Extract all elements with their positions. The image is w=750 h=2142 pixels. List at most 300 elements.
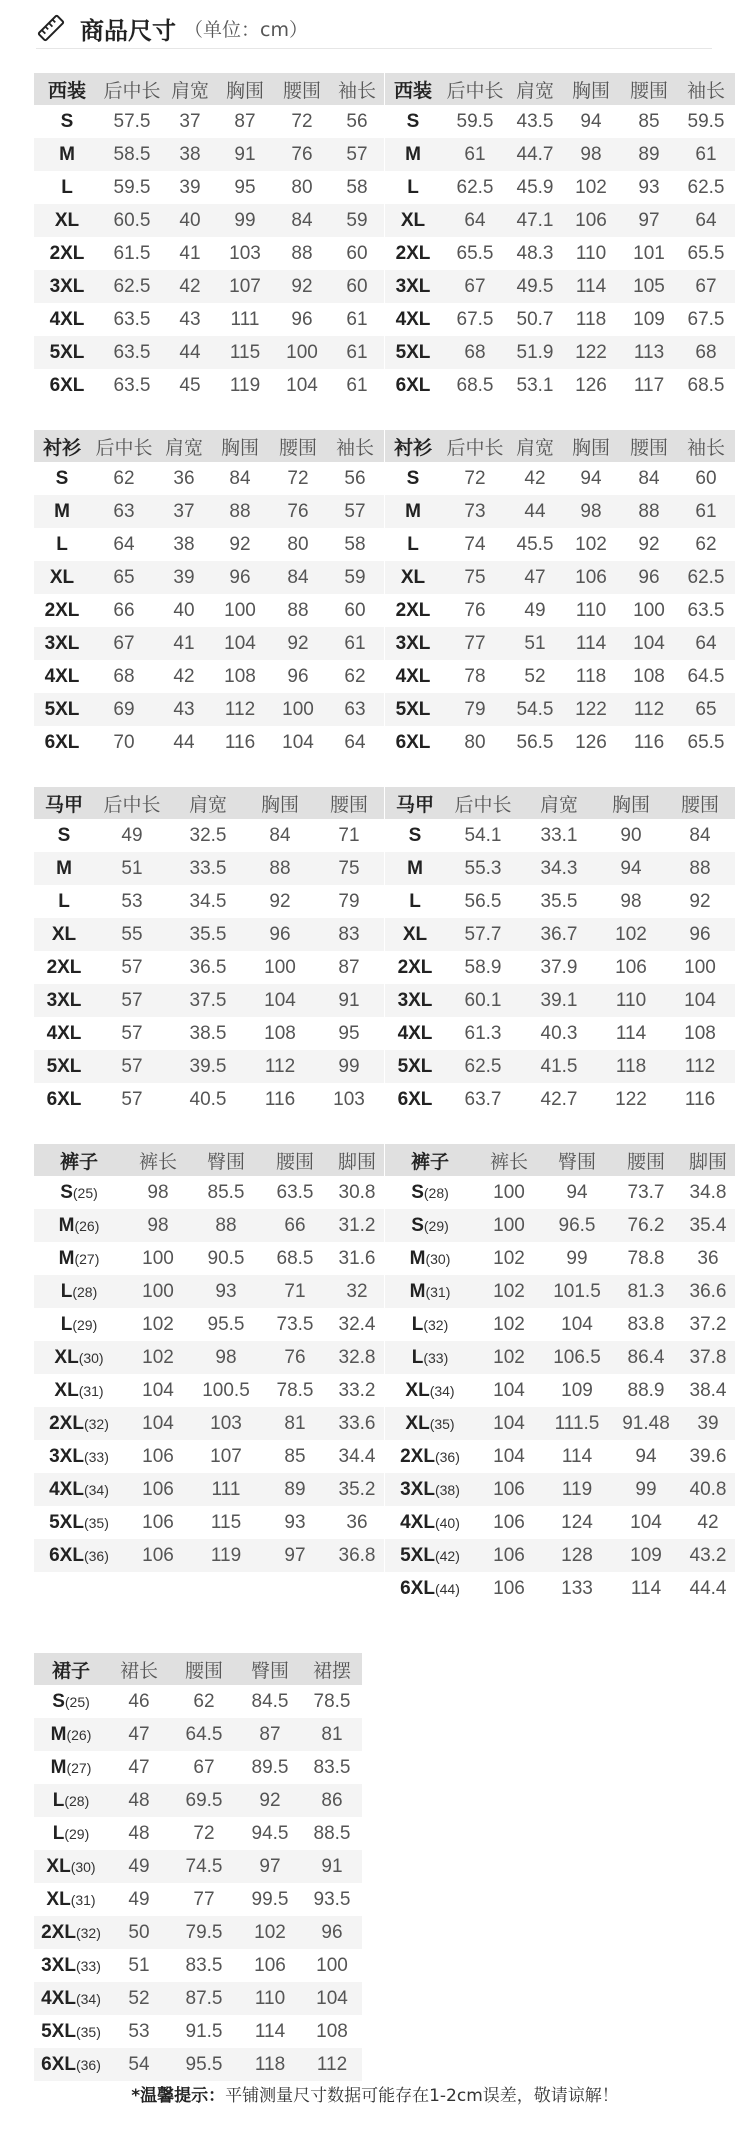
category-label: 西装 <box>34 73 100 105</box>
vest-b-size-table <box>385 787 735 1116</box>
measurement-cell: 45.5 <box>516 533 554 555</box>
size-code: 4XL <box>44 665 80 687</box>
measurement-cell: 100 <box>270 693 326 726</box>
measurement-cell: 57 <box>121 1022 143 1044</box>
table-header-row <box>34 1144 384 1176</box>
column-header: 腰围 <box>170 1653 238 1685</box>
measurement-cell: 62.5 <box>456 176 494 198</box>
measurement-cell: 62 <box>113 467 135 489</box>
size-code: M <box>58 1214 75 1236</box>
waist-code: (34) <box>75 1990 101 2007</box>
column-header: 腰围 <box>621 430 677 462</box>
measurement-cell: 37.5 <box>170 984 246 1017</box>
measurement-cell: 98 <box>561 138 621 171</box>
note-text: 平铺测量尺寸数据可能存在1-2cm误差，敬请谅解！ <box>225 2086 619 2106</box>
measurement-cell: 33.5 <box>170 852 246 885</box>
size-code: 4XL <box>49 1478 84 1500</box>
waist-code: (29) <box>64 1825 90 1842</box>
column-header: 脚围 <box>681 1144 735 1176</box>
measurement-cell: 32.8 <box>330 1341 384 1374</box>
size-code: 3XL <box>49 1445 84 1467</box>
measurement-cell: 61 <box>441 138 509 171</box>
measurement-cell: 65.5 <box>687 731 725 753</box>
measurement-cell: 85.5 <box>207 1181 245 1203</box>
size-code: 4XL <box>400 1511 435 1533</box>
measurement-cell: 100 <box>493 1181 525 1203</box>
measurement-cell: 92 <box>689 890 711 912</box>
measurement-cell: 40.8 <box>681 1473 735 1506</box>
measurement-cell: 86 <box>302 1784 362 1817</box>
size-code: L <box>411 1346 424 1368</box>
size-label <box>385 1473 475 1506</box>
size-label <box>34 660 90 693</box>
size-label <box>385 462 441 495</box>
table-row <box>34 1784 362 1817</box>
column-header: 裙长 <box>108 1653 170 1685</box>
measurement-cell: 48.3 <box>516 242 554 264</box>
size-code: 4XL <box>395 308 431 330</box>
measurement-cell: 104 <box>475 1407 543 1440</box>
measurement-cell: 32.5 <box>189 824 227 846</box>
measurement-cell: 35.2 <box>330 1473 384 1506</box>
size-label <box>385 918 445 951</box>
measurement-cell: 68.5 <box>456 374 494 396</box>
size-label <box>385 1341 475 1374</box>
measurement-cell: 87 <box>238 1718 302 1751</box>
size-label <box>34 1407 124 1440</box>
size-code: XL <box>400 209 426 231</box>
column-header: 肩宽 <box>509 73 561 105</box>
measurement-cell: 47 <box>509 561 561 594</box>
measurement-cell: 39.1 <box>521 984 597 1017</box>
measurement-cell: 68.5 <box>276 1247 314 1269</box>
table-row <box>34 1083 384 1116</box>
size-label <box>34 1784 108 1817</box>
measurement-cell: 118 <box>575 665 607 687</box>
size-label <box>34 1473 124 1506</box>
measurement-cell: 106 <box>561 561 621 594</box>
measurement-cell: 96 <box>302 1916 362 1949</box>
size-code: 2XL <box>49 242 85 264</box>
table-row <box>385 1473 735 1506</box>
measurement-cell: 78.5 <box>276 1379 314 1401</box>
measurement-cell: 102 <box>493 1313 525 1335</box>
measurement-cell: 39 <box>179 176 201 198</box>
measurement-cell: 96 <box>621 561 677 594</box>
table-row <box>34 1050 384 1083</box>
measurement-cell: 124 <box>561 1511 593 1533</box>
measurement-cell: 84 <box>229 467 251 489</box>
measurement-cell: 104 <box>621 627 677 660</box>
measurement-cell: 98 <box>192 1341 260 1374</box>
size-code: L <box>407 176 419 198</box>
column-header: 肩宽 <box>164 73 216 105</box>
size-label <box>34 105 100 138</box>
measurement-cell: 36.6 <box>681 1275 735 1308</box>
measurement-cell: 78.8 <box>627 1247 665 1269</box>
size-label <box>34 852 94 885</box>
size-code: 3XL <box>41 1954 76 1976</box>
waist-code: (44) <box>434 1580 460 1597</box>
measurement-note <box>0 2081 750 2106</box>
measurement-cell: 39 <box>158 561 210 594</box>
measurement-cell: 68.5 <box>687 374 725 396</box>
column-header: 后中长 <box>445 787 521 819</box>
measurement-cell: 96.5 <box>543 1209 611 1242</box>
measurement-cell: 81 <box>260 1407 330 1440</box>
table-header-row <box>34 787 384 819</box>
table-row <box>385 885 735 918</box>
measurement-cell: 44 <box>164 336 216 369</box>
measurement-cell: 117 <box>633 374 665 396</box>
measurement-cell: 43 <box>179 308 201 330</box>
column-header: 腰围 <box>270 430 326 462</box>
size-code: XL <box>54 1346 79 1368</box>
ruler-icon <box>36 13 66 43</box>
measurement-cell: 42 <box>524 467 546 489</box>
measurement-cell: 98 <box>620 890 642 912</box>
size-code: M <box>58 1247 75 1269</box>
measurement-cell: 76.2 <box>611 1209 681 1242</box>
measurement-cell: 99 <box>216 204 274 237</box>
measurement-cell: 96 <box>210 561 270 594</box>
size-label <box>34 1017 94 1050</box>
column-header: 肩宽 <box>170 787 246 819</box>
measurement-cell: 35.5 <box>540 890 578 912</box>
size-label <box>34 1539 124 1572</box>
measurement-cell: 44 <box>173 731 195 753</box>
measurement-cell: 91 <box>302 1850 362 1883</box>
size-label <box>34 1083 94 1116</box>
waist-code: (32) <box>75 1924 101 1941</box>
size-label <box>385 1209 475 1242</box>
measurement-cell: 75 <box>314 852 384 885</box>
measurement-cell: 111.5 <box>543 1407 611 1440</box>
size-code: L <box>60 1313 73 1335</box>
size-code: XL <box>400 566 426 588</box>
measurement-cell: 51.9 <box>509 336 561 369</box>
measurement-cell: 100 <box>124 1275 192 1308</box>
measurement-cell: 91 <box>314 984 384 1017</box>
size-label <box>34 1440 124 1473</box>
waist-code: (25) <box>72 1184 98 1201</box>
size-label <box>385 336 441 369</box>
table-row <box>385 270 735 303</box>
table-row <box>34 1506 384 1539</box>
measurement-cell: 98 <box>147 1181 169 1203</box>
table-row <box>385 528 735 561</box>
measurement-cell: 83.5 <box>313 1756 351 1778</box>
measurement-cell: 57 <box>121 1088 143 1110</box>
size-label <box>385 819 445 852</box>
size-label <box>34 726 90 759</box>
measurement-cell: 92 <box>238 1784 302 1817</box>
measurement-cell: 42 <box>173 665 195 687</box>
size-label <box>385 1176 475 1209</box>
measurement-cell: 85 <box>638 110 660 132</box>
measurement-cell: 83 <box>314 918 384 951</box>
measurement-cell: 55 <box>94 918 170 951</box>
size-label <box>34 561 90 594</box>
size-label <box>34 1949 108 1982</box>
waist-code: (27) <box>74 1250 100 1267</box>
column-header: 胸围 <box>216 73 274 105</box>
measurement-cell: 30.8 <box>338 1181 376 1203</box>
measurement-cell: 97 <box>260 1539 330 1572</box>
pants-a-size-table <box>34 1144 384 1572</box>
size-code: 2XL <box>395 242 431 264</box>
size-code: S <box>406 467 420 489</box>
waist-code: (30) <box>425 1250 451 1267</box>
measurement-cell: 78 <box>464 665 486 687</box>
column-header: 腰围 <box>274 73 330 105</box>
measurement-cell: 32.4 <box>338 1313 376 1335</box>
measurement-cell: 110 <box>238 1982 302 2015</box>
measurement-cell: 104 <box>630 1511 662 1533</box>
measurement-cell: 118 <box>597 1050 665 1083</box>
measurement-cell: 119 <box>192 1539 260 1572</box>
table-row <box>385 171 735 204</box>
table-row <box>385 594 735 627</box>
size-label <box>385 528 441 561</box>
table-row <box>385 1407 735 1440</box>
size-label <box>34 918 94 951</box>
measurement-cell: 101.5 <box>543 1275 611 1308</box>
size-label <box>385 852 445 885</box>
measurement-cell: 87 <box>234 110 256 132</box>
measurement-cell: 100 <box>142 1247 174 1269</box>
column-header: 袖长 <box>677 73 735 105</box>
measurement-cell: 61 <box>330 336 384 369</box>
measurement-cell: 95 <box>338 1022 360 1044</box>
measurement-cell: 37.9 <box>540 956 578 978</box>
size-label <box>385 627 441 660</box>
size-code: L <box>409 890 421 912</box>
size-label <box>34 1176 124 1209</box>
measurement-cell: 104 <box>302 1982 362 2015</box>
measurement-cell: 62.5 <box>445 1050 521 1083</box>
table-row <box>34 1916 362 1949</box>
size-label <box>385 1440 475 1473</box>
size-label <box>34 984 94 1017</box>
measurement-cell: 76 <box>270 495 326 528</box>
measurement-cell: 104 <box>210 627 270 660</box>
measurement-cell: 99 <box>566 1247 588 1269</box>
measurement-cell: 84 <box>270 561 326 594</box>
measurement-cell: 60 <box>330 270 384 303</box>
measurement-cell: 114 <box>561 270 621 303</box>
column-header: 后中长 <box>94 787 170 819</box>
size-code: M <box>409 1247 426 1269</box>
measurement-cell: 63.5 <box>276 1181 314 1203</box>
waist-code: (27) <box>66 1759 92 1776</box>
size-code: 3XL <box>49 275 85 297</box>
table-row <box>34 1850 362 1883</box>
measurement-cell: 62.5 <box>677 561 735 594</box>
size-code: XL <box>54 209 80 231</box>
unit-label: （单位：cm） <box>184 18 308 41</box>
measurement-cell: 88 <box>192 1209 260 1242</box>
size-label <box>34 1916 108 1949</box>
size-label <box>34 1209 124 1242</box>
table-row <box>385 369 735 402</box>
measurement-cell: 38.4 <box>689 1379 727 1401</box>
measurement-cell: 52 <box>524 665 546 687</box>
measurement-cell: 88 <box>210 495 270 528</box>
size-label <box>385 1242 475 1275</box>
size-code: 3XL <box>400 1478 435 1500</box>
measurement-cell: 72 <box>464 467 486 489</box>
size-code: 5XL <box>397 1055 433 1077</box>
table-row <box>385 1374 735 1407</box>
table-row <box>34 171 384 204</box>
measurement-cell: 83.8 <box>627 1313 665 1335</box>
measurement-cell: 106 <box>254 1954 286 1976</box>
table-row <box>34 693 384 726</box>
waist-code: (32) <box>423 1316 449 1333</box>
size-code: 2XL <box>49 1412 84 1434</box>
waist-code: (26) <box>66 1726 92 1743</box>
measurement-cell: 36.5 <box>189 956 227 978</box>
measurement-cell: 84 <box>274 204 330 237</box>
table-row <box>34 2048 362 2081</box>
table-row <box>34 1017 384 1050</box>
measurement-cell: 89 <box>260 1473 330 1506</box>
measurement-cell: 122 <box>561 693 621 726</box>
waist-code: (31) <box>78 1382 104 1399</box>
measurement-cell: 102 <box>475 1341 543 1374</box>
measurement-cell: 53 <box>128 2020 150 2042</box>
table-row <box>34 1883 362 1916</box>
category-label: 裙子 <box>34 1653 108 1685</box>
size-label <box>385 1506 475 1539</box>
measurement-cell: 79 <box>441 693 509 726</box>
measurement-cell: 83.5 <box>185 1954 223 1976</box>
measurement-cell: 104 <box>561 1313 593 1335</box>
measurement-cell: 109 <box>561 1379 593 1401</box>
measurement-cell: 88 <box>287 599 309 621</box>
measurement-cell: 63 <box>90 495 158 528</box>
size-label <box>385 1083 445 1116</box>
table-row <box>34 1275 384 1308</box>
waist-code: (34) <box>429 1382 455 1399</box>
measurement-cell: 104 <box>142 1379 174 1401</box>
table-row <box>34 918 384 951</box>
size-label <box>34 171 100 204</box>
measurement-cell: 106.5 <box>543 1341 611 1374</box>
size-label <box>385 561 441 594</box>
measurement-cell: 95.5 <box>170 2048 238 2081</box>
column-header: 后中长 <box>90 430 158 462</box>
measurement-cell: 63 <box>326 693 384 726</box>
table-row <box>385 1176 735 1209</box>
measurement-cell: 115 <box>210 1511 242 1533</box>
measurement-cell: 51 <box>128 1954 150 1976</box>
measurement-cell: 96 <box>246 918 314 951</box>
waist-code: (33) <box>83 1448 109 1465</box>
suit-a-size-table <box>34 73 384 402</box>
measurement-cell: 92 <box>269 890 291 912</box>
measurement-cell: 87.5 <box>170 1982 238 2015</box>
measurement-cell: 106 <box>561 204 621 237</box>
waist-code: (35) <box>83 1514 109 1531</box>
measurement-cell: 55.3 <box>445 852 521 885</box>
size-code: 4XL <box>46 1022 82 1044</box>
size-label <box>385 303 441 336</box>
measurement-cell: 45 <box>179 374 201 396</box>
category-label: 马甲 <box>34 787 94 819</box>
size-label <box>34 369 100 402</box>
measurement-cell: 70 <box>113 731 135 753</box>
column-header: 腰围 <box>611 1144 681 1176</box>
size-label <box>34 1050 94 1083</box>
measurement-cell: 88.9 <box>627 1379 665 1401</box>
measurement-cell: 31.6 <box>338 1247 376 1269</box>
measurement-cell: 106 <box>124 1473 192 1506</box>
measurement-cell: 92 <box>638 533 660 555</box>
shirt-a-size-table <box>34 430 384 759</box>
measurement-cell: 96 <box>291 308 313 330</box>
table-row <box>34 1982 362 2015</box>
measurement-cell: 66 <box>260 1209 330 1242</box>
table-row <box>34 819 384 852</box>
size-code: 6XL <box>41 2053 76 2075</box>
size-code: L <box>52 1789 65 1811</box>
size-code: S <box>60 110 74 132</box>
size-label <box>385 1374 475 1407</box>
table-row <box>34 369 384 402</box>
measurement-cell: 94 <box>635 1445 657 1467</box>
measurement-cell: 41 <box>179 242 201 264</box>
waist-code: (28) <box>64 1792 90 1809</box>
size-label <box>34 627 90 660</box>
column-header: 臀围 <box>192 1144 260 1176</box>
table-header-row <box>385 787 735 819</box>
waist-code: (42) <box>434 1547 460 1564</box>
measurement-cell: 116 <box>684 1088 716 1110</box>
measurement-cell: 50.7 <box>516 308 554 330</box>
measurement-cell: 100.5 <box>202 1379 250 1401</box>
measurement-cell: 103 <box>229 242 261 264</box>
column-header: 后中长 <box>441 73 509 105</box>
measurement-cell: 99 <box>611 1473 681 1506</box>
measurement-cell: 54 <box>108 2048 170 2081</box>
measurement-cell: 59 <box>326 561 384 594</box>
column-header: 袖长 <box>677 430 735 462</box>
measurement-cell: 122 <box>561 336 621 369</box>
note-label: *温馨提示： <box>131 2086 226 2106</box>
measurement-cell: 92 <box>229 533 251 555</box>
size-label <box>34 1506 124 1539</box>
measurement-cell: 90 <box>620 824 642 846</box>
measurement-cell: 59.5 <box>456 110 494 132</box>
table-row <box>385 627 735 660</box>
table-header-row <box>385 1144 735 1176</box>
column-header: 袖长 <box>326 430 384 462</box>
table-row <box>385 1440 735 1473</box>
measurement-cell: 102 <box>575 533 607 555</box>
measurement-cell: 106 <box>142 1445 174 1467</box>
measurement-cell: 63.5 <box>113 374 151 396</box>
measurement-cell: 41 <box>158 627 210 660</box>
table-row <box>34 1473 384 1506</box>
table-row <box>34 1176 384 1209</box>
column-header: 胸围 <box>597 787 665 819</box>
measurement-cell: 71 <box>338 824 360 846</box>
measurement-cell: 100 <box>264 956 296 978</box>
measurement-cell: 97 <box>621 204 677 237</box>
measurement-cell: 61 <box>346 374 368 396</box>
